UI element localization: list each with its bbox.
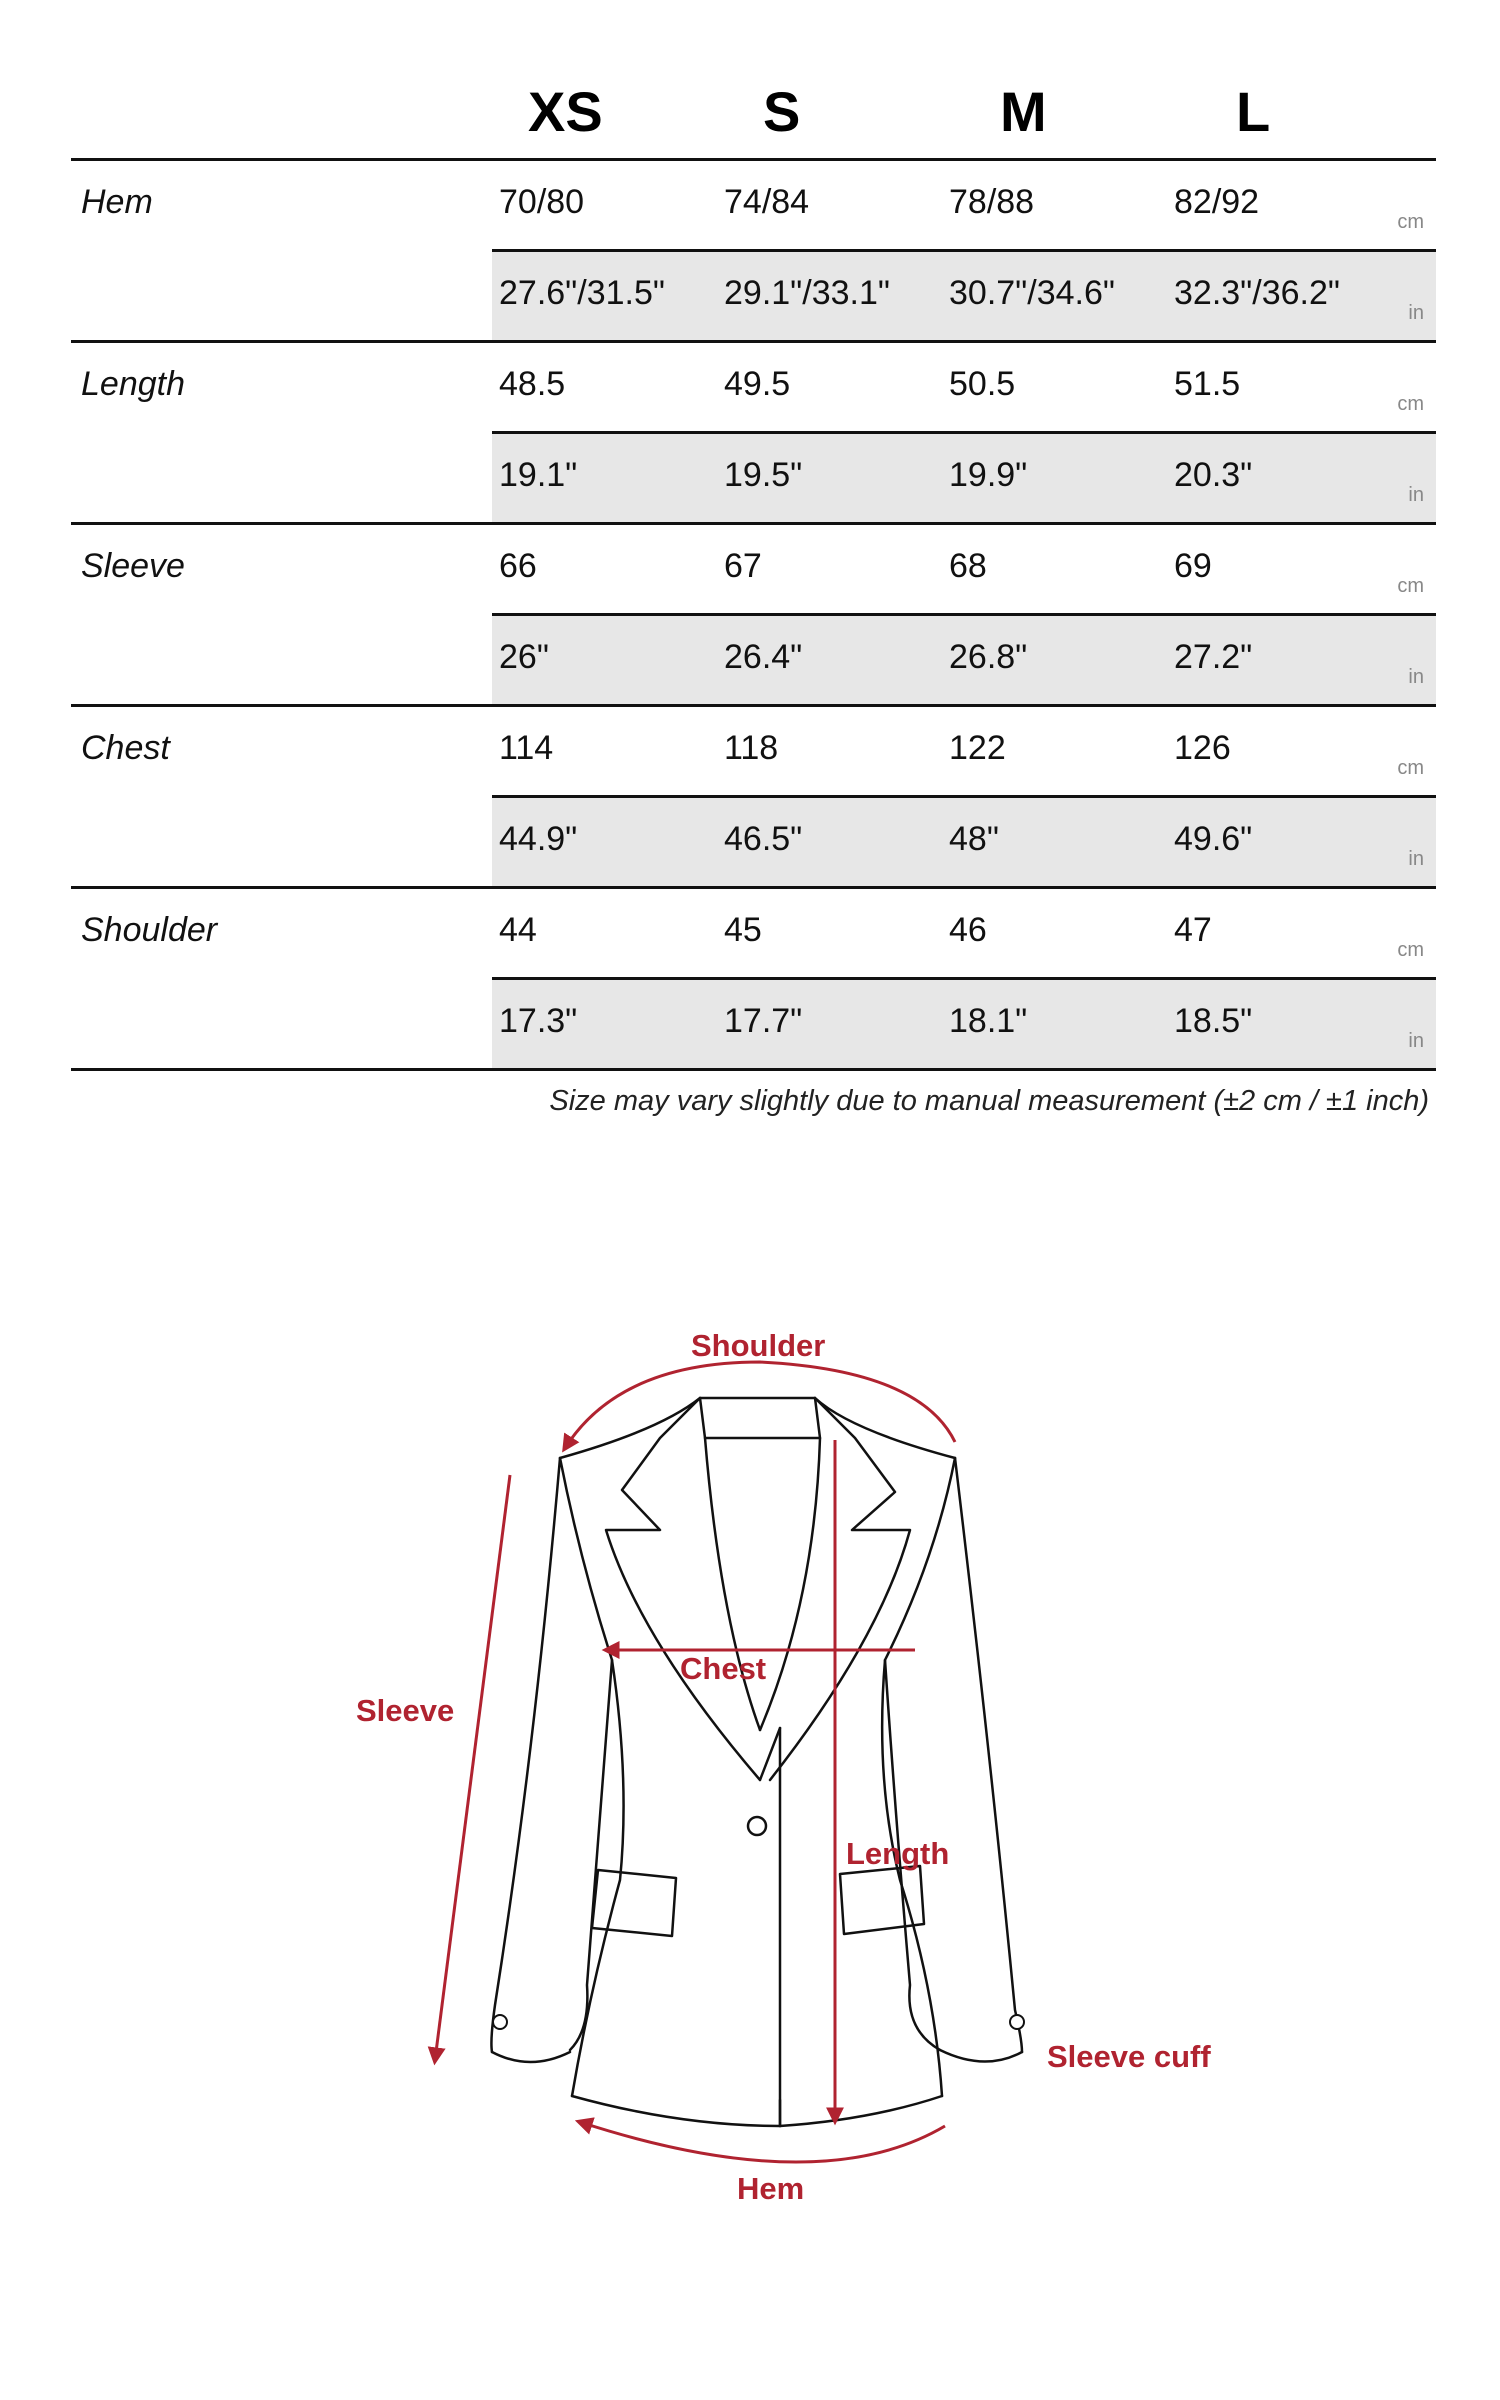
unit-in-label: in [1408, 302, 1424, 324]
chest-in-m: 48" [949, 820, 999, 858]
unit-in-label: in [1408, 666, 1424, 688]
size-label-xs: XS [528, 80, 603, 143]
length-in-l: 20.3" [1174, 456, 1253, 494]
length-cm-s: 49.5 [724, 365, 791, 403]
left-pocket [592, 1870, 676, 1936]
right-body-side [882, 1458, 955, 2096]
hem-cm-l: 82/92 [1174, 183, 1260, 221]
hem-left [572, 2096, 780, 2126]
right-lapel-inner [760, 1438, 820, 1730]
table-row-sleeve [71, 522, 1436, 704]
button-circle [748, 1817, 766, 1835]
unit-cm-label: cm [1397, 211, 1424, 233]
length-in-m: 19.9" [949, 456, 1028, 494]
sleeve-in-xs: 26" [499, 638, 549, 676]
shoulder-arrow [565, 1362, 955, 1448]
length-cm-l: 51.5 [1174, 365, 1241, 403]
hem-label: Hem [737, 2171, 805, 2206]
chest-cm-s: 118 [724, 729, 779, 767]
sleeve-in-l: 27.2" [1174, 638, 1253, 676]
sleeve-label: Sleeve [356, 1693, 455, 1728]
hem-cm-m: 78/88 [949, 183, 1035, 221]
sleeve-cm-s: 67 [724, 547, 762, 585]
jacket-outline [491, 1398, 1022, 2126]
sleeve-cm-line [492, 525, 1436, 613]
hem-cm-s: 74/84 [724, 183, 810, 221]
shoulder-in-l: 18.5" [1174, 1002, 1253, 1040]
left-body-side [560, 1458, 624, 2096]
row-label-chest: Chest [81, 729, 170, 767]
hem-in-m: 30.7"/34.6" [949, 274, 1115, 312]
hem-cm-xs: 70/80 [499, 183, 585, 221]
unit-cm-label: cm [1397, 757, 1424, 779]
right-cuff-button [1010, 2015, 1024, 2029]
hem-in-s: 29.1"/33.1" [724, 274, 890, 312]
left-cuff-button [493, 2015, 507, 2029]
right-sleeve-outer [955, 1458, 1022, 2052]
unit-in-label: in [1408, 848, 1424, 870]
sleeve-in-m: 26.8" [949, 638, 1028, 676]
left-shoulder-line [560, 1398, 700, 1458]
length-cm-m: 50.5 [949, 365, 1016, 403]
size-label-l: L [1236, 80, 1271, 143]
unit-in-label: in [1408, 484, 1424, 506]
measurement-arrows [435, 1362, 955, 2162]
shoulder-in-s: 17.7" [724, 1002, 803, 1040]
size-label-m: M [1000, 80, 1047, 143]
chest-cm-m: 122 [949, 729, 1006, 767]
sleeve-cm-l: 69 [1174, 547, 1212, 585]
shoulder-cm-l: 47 [1174, 911, 1212, 949]
table-bottom-rule [71, 1068, 1436, 1071]
length-cm-line [492, 343, 1436, 431]
sleeve-arrow [435, 1475, 510, 2060]
sleeve-cm-xs: 66 [499, 547, 537, 585]
shoulder-label: Shoulder [691, 1328, 826, 1363]
right-shoulder-line [815, 1398, 955, 1458]
chest-in-s: 46.5" [724, 820, 803, 858]
sleeve-cm-m: 68 [949, 547, 987, 585]
shoulder-cm-line [492, 889, 1436, 977]
chest-in-xs: 44.9" [499, 820, 578, 858]
table-row-length [71, 340, 1436, 522]
hem-in-line [492, 252, 1436, 340]
left-sleeve-inner [570, 1660, 612, 2050]
length-in-s: 19.5" [724, 456, 803, 494]
length-in-xs: 19.1" [499, 456, 578, 494]
right-lapel [770, 1398, 910, 1780]
shoulder-cm-m: 46 [949, 911, 987, 949]
left-lapel [606, 1398, 780, 1780]
row-label-length: Length [81, 365, 185, 403]
chest-cm-line [492, 707, 1436, 795]
chest-in-l: 49.6" [1174, 820, 1253, 858]
unit-cm-label: cm [1397, 393, 1424, 415]
right-cuff [940, 2050, 1022, 2062]
unit-cm-label: cm [1397, 939, 1424, 961]
length-cm-xs: 48.5 [499, 365, 566, 403]
unit-cm-label: cm [1397, 575, 1424, 597]
measurement-note: Size may vary slightly due to manual measurement (±2 cm / ±1 inch) [549, 1085, 1429, 1117]
chest-cm-l: 126 [1174, 729, 1231, 767]
shoulder-cm-xs: 44 [499, 911, 537, 949]
shoulder-in-m: 18.1" [949, 1002, 1028, 1040]
length-label: Length [846, 1836, 950, 1871]
hem-arrow [580, 2122, 945, 2162]
size-label-s: S [763, 80, 801, 143]
sleeve-in-s: 26.4" [724, 638, 803, 676]
left-cuff [492, 2052, 570, 2062]
sleeve-in-line [492, 616, 1436, 704]
chest-in-line [492, 798, 1436, 886]
table-row-chest [71, 704, 1436, 886]
length-in-line [492, 434, 1436, 522]
shoulder-in-line [492, 980, 1436, 1068]
hem-in-xs: 27.6"/31.5" [499, 274, 665, 312]
hem-cm-line [492, 161, 1436, 249]
size-header-row [0, 80, 1500, 143]
row-label-shoulder: Shoulder [81, 911, 218, 949]
left-sleeve-outer [491, 1458, 560, 2052]
sleeve-cuff-label: Sleeve cuff [1047, 2039, 1211, 2074]
hem-in-l: 32.3"/36.2" [1174, 274, 1340, 312]
chest-cm-xs: 114 [499, 729, 554, 767]
collar-back [700, 1398, 820, 1438]
shoulder-in-xs: 17.3" [499, 1002, 578, 1040]
right-pocket [840, 1866, 924, 1934]
row-label-hem: Hem [81, 183, 153, 221]
shoulder-cm-s: 45 [724, 911, 762, 949]
table-row-hem [71, 158, 1436, 340]
row-label-sleeve: Sleeve [81, 547, 185, 585]
chest-label: Chest [680, 1651, 767, 1686]
table-row-shoulder [71, 886, 1436, 1068]
unit-in-label: in [1408, 1030, 1424, 1052]
hem-right [780, 2096, 942, 2126]
